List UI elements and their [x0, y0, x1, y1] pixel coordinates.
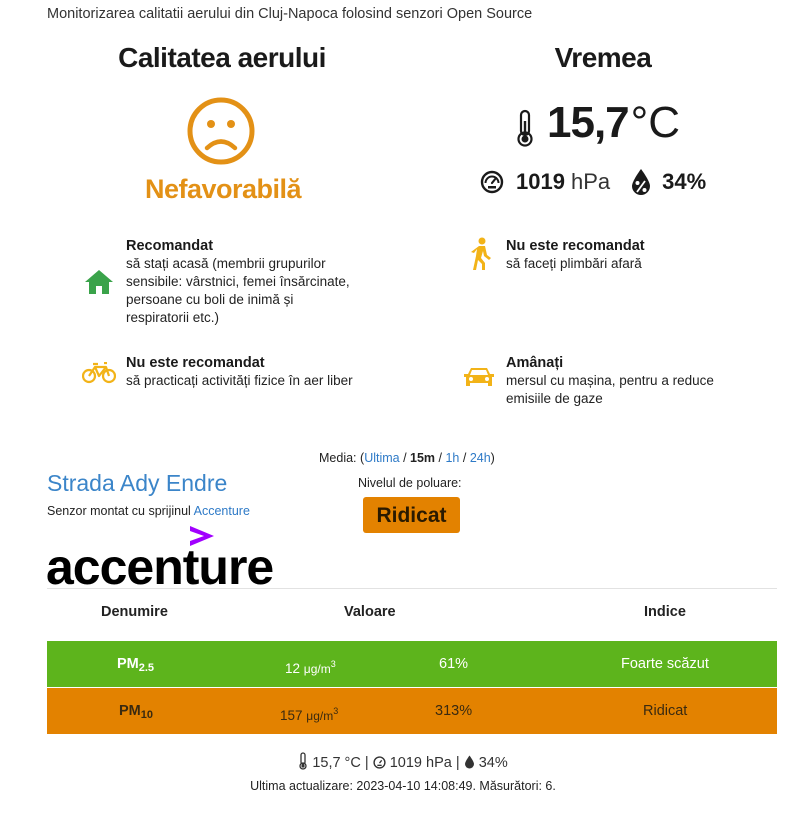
averaging-selector: [319, 451, 495, 465]
recommendation-home: [84, 237, 354, 327]
recommendation-title: Nu este recomandat: [126, 355, 265, 371]
recommendation-text: să stați acasă (membrii grupurilor sensibile: vârstnici, femei însărcinate, persoane cu boli de inimă și respiratorii etc.): [126, 256, 350, 325]
footer-separator: |: [364, 755, 369, 771]
pollutant-index: Foarte scăzut: [621, 656, 709, 672]
recommendation-title: Amânați: [506, 355, 564, 371]
svg-text:accenture: accenture: [46, 539, 274, 588]
walking-icon: [470, 237, 492, 271]
recommendation-text: mersul cu mașina, pentru a reduce emisiile de gaze: [506, 373, 714, 406]
temperature-unit: °C: [630, 98, 681, 147]
sponsor-line: [47, 504, 250, 518]
gauge-icon: [480, 170, 504, 194]
recommendation-title: Nu este recomandat: [506, 238, 645, 254]
recommendation-title: Recomandat: [126, 238, 214, 254]
pollutant-value: 12 $\mu g/m^3$: [285, 659, 336, 676]
media-close-paren: ): [490, 451, 495, 465]
temperature-value: 15,7: [547, 98, 629, 147]
footer-temperature: 15,7 °C: [312, 755, 361, 771]
sad-face-icon: [186, 96, 256, 166]
footer-separator: |: [455, 755, 460, 771]
table-row: [47, 640, 777, 687]
media-option-15m[interactable]: 15m: [410, 451, 436, 465]
recommendation-text: să faceți plimbări afară: [506, 256, 642, 271]
humidity-icon: [464, 755, 475, 769]
pollutant-percent: 313%: [435, 703, 473, 719]
pressure-value: 1019: [516, 169, 565, 194]
air-quality-title: Calitatea aerului: [118, 42, 326, 73]
pressure-humidity: [480, 168, 706, 196]
gauge-icon: [373, 756, 386, 769]
last-update: Ultima actualizare: 2023-04-10 14:08:49. Măsurători: 6.: [250, 779, 556, 793]
air-quality-status: Nefavorabilă: [144, 174, 302, 204]
media-separator: /: [459, 451, 470, 465]
recommendation-text: să practicați activități fizice în aer liber: [126, 373, 353, 388]
weather-title: Vremea: [554, 42, 652, 73]
media-label: Media:: [319, 451, 357, 465]
pollution-level-label: Nivelul de poluare:: [358, 476, 462, 490]
media-separator: /: [435, 451, 446, 465]
column-header-index: Indice: [644, 604, 686, 620]
footer-weather: [0, 752, 806, 771]
media-option-ultima[interactable]: Ultima: [364, 451, 400, 465]
pollutant-name: $PM_{2.5}$: [117, 656, 155, 674]
pollution-level-badge: Ridicat: [363, 497, 460, 533]
humidity-icon: [630, 168, 652, 196]
page-intro: Monitorizarea calitatii aerului din Cluj-Napoca folosind senzori Open Source: [47, 6, 533, 22]
bicycle-icon: [82, 362, 116, 384]
column-header-name: Denumire: [101, 604, 168, 620]
table-row: [47, 688, 777, 734]
pressure-unit: hPa: [570, 169, 611, 194]
sponsor-link[interactable]: Accenture: [193, 504, 250, 518]
pollutant-name: $PM_{10}$: [119, 703, 153, 721]
car-icon: [462, 366, 496, 390]
sponsor-prefix: Senzor montat cu sprijinul: [47, 504, 191, 518]
pollutant-index: Ridicat: [643, 703, 688, 719]
table-top-divider: [47, 588, 777, 589]
media-option-1h[interactable]: 1h: [445, 451, 460, 465]
recommendation-bicycle: [82, 354, 372, 390]
thermometer-icon: [298, 752, 308, 770]
accenture-logo[interactable]: [44, 522, 298, 588]
media-separator: /: [399, 451, 411, 465]
media-open-paren: (: [360, 451, 365, 465]
footer-humidity: 34%: [478, 755, 508, 771]
footer-pressure: 1019 hPa: [389, 755, 452, 771]
pollutant-value: 157 $\mu g/m^3$: [280, 706, 339, 723]
recommendation-car: [462, 354, 742, 408]
column-header-value: Valoare: [344, 604, 396, 620]
pollutant-percent: 61%: [439, 656, 469, 672]
temperature-display: [515, 98, 680, 148]
station-name: Strada Ady Endre: [47, 470, 228, 496]
humidity-value: 34%: [662, 169, 707, 194]
media-option-24h[interactable]: 24h: [469, 451, 491, 465]
home-icon: [84, 269, 114, 295]
recommendation-walking: [466, 237, 726, 273]
thermometer-icon: [515, 109, 535, 147]
